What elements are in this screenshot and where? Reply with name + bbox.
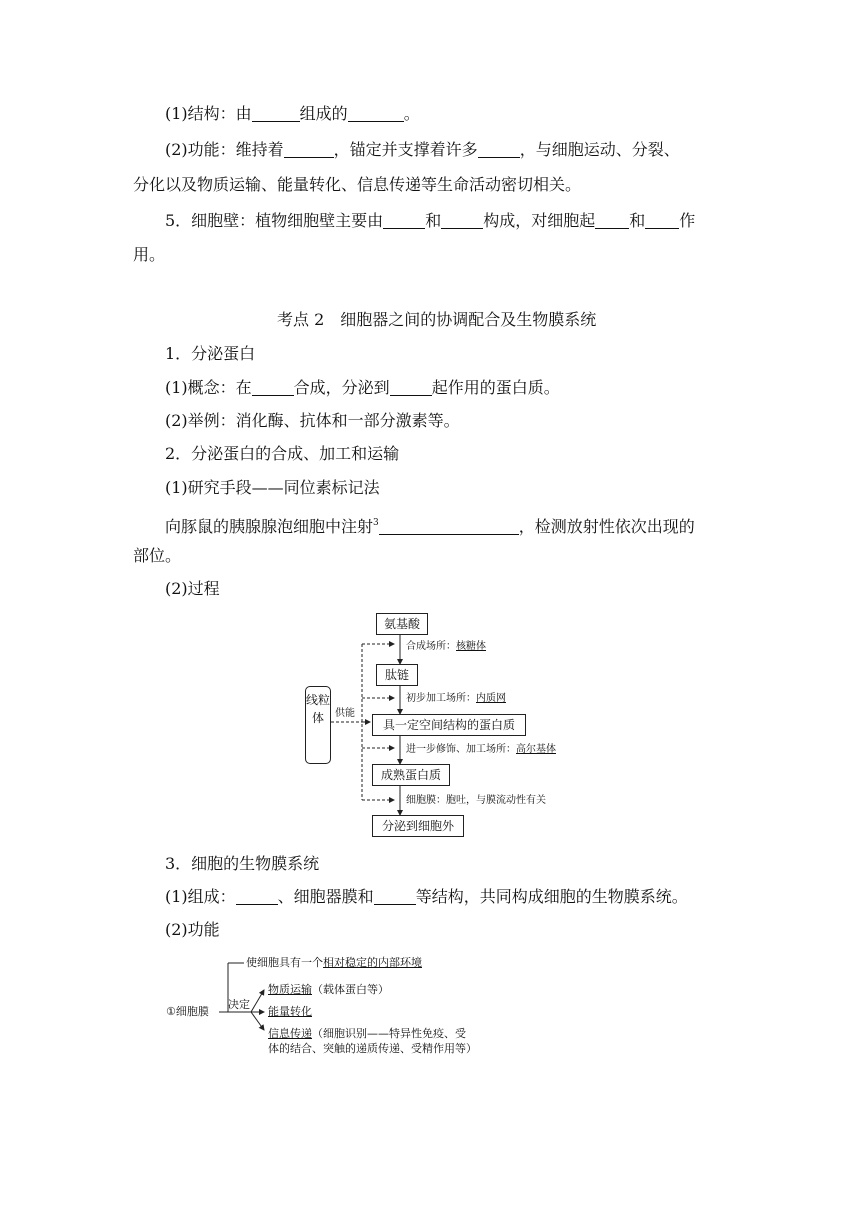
structure-line: (1)结构：由 组成的 。 xyxy=(165,104,420,123)
branch-stable-environment: 使细胞具有一个相对稳定的内部环境 xyxy=(246,956,422,969)
function-label: (2)功能 xyxy=(165,920,220,939)
box-folded-protein: 具一定空间结构的蛋白质 xyxy=(372,714,526,736)
method-line: (1)研究手段——同位素标记法 xyxy=(165,478,380,497)
box-mitochondria: 线粒体 xyxy=(305,686,331,764)
function-line-2: 分化以及物质运输、能量转化、信息传递等生命活动密切相关。 xyxy=(133,175,582,194)
cell-wall-line: 5．细胞壁：植物细胞壁主要由 和 构成，对细胞起 和 作 xyxy=(165,211,696,230)
box-peptide: 肽链 xyxy=(376,664,418,686)
branch-information-2: 体的结合、突触的递质传递、受精作用等） xyxy=(268,1042,477,1055)
note-initial-processing: 初步加工场所：内质网 xyxy=(406,693,506,704)
cell-membrane-label: ①细胞膜 xyxy=(166,1005,209,1018)
inject-line-2: 部位。 xyxy=(133,546,182,565)
branch-energy: 能量转化 xyxy=(268,1005,312,1018)
cell-wall-line-2: 用。 xyxy=(133,245,166,264)
inject-line: 向豚鼠的胰腺腺泡细胞中注射$^3$ ，检测放射性依次出现的 xyxy=(165,517,695,536)
branch-information: 信息传递（细胞识别——特异性免疫、受 xyxy=(268,1027,466,1040)
composition-line: (1)组成： 、细胞器膜和 等结构，共同构成细胞的生物膜系统。 xyxy=(165,887,688,906)
section-title: 考点 2 细胞器之间的协调配合及生物膜系统 xyxy=(277,310,597,329)
note-synthesis-site: 合成场所：核糖体 xyxy=(406,641,486,652)
heading-secretory-protein: 1．分泌蛋白 xyxy=(165,344,256,363)
branch-transport: 物质运输（载体蛋白等） xyxy=(268,983,389,996)
note-exocytosis: 细胞膜：胞吐，与膜流动性有关 xyxy=(406,795,546,806)
box-secreted: 分泌到细胞外 xyxy=(372,815,464,837)
process-label: (2)过程 xyxy=(165,579,220,598)
concept-line: (1)概念：在 合成，分泌到 起作用的蛋白质。 xyxy=(165,378,560,397)
note-further-processing: 进一步修饰、加工场所：高尔基体 xyxy=(406,744,556,755)
function-line: (2)功能：维持着 ，锚定并支撑着许多 ，与细胞运动、分裂、 xyxy=(165,140,680,159)
note-energy-supply: 供能 xyxy=(335,708,355,719)
box-amino-acid: 氨基酸 xyxy=(376,613,428,635)
decide-label: 决定 xyxy=(228,998,250,1011)
box-mature-protein: 成熟蛋白质 xyxy=(372,764,450,786)
example-line: (2)举例：消化酶、抗体和一部分激素等。 xyxy=(165,411,460,430)
heading-synthesis: 2．分泌蛋白的合成、加工和运输 xyxy=(165,444,400,463)
heading-membrane-system: 3．细胞的生物膜系统 xyxy=(165,854,320,873)
